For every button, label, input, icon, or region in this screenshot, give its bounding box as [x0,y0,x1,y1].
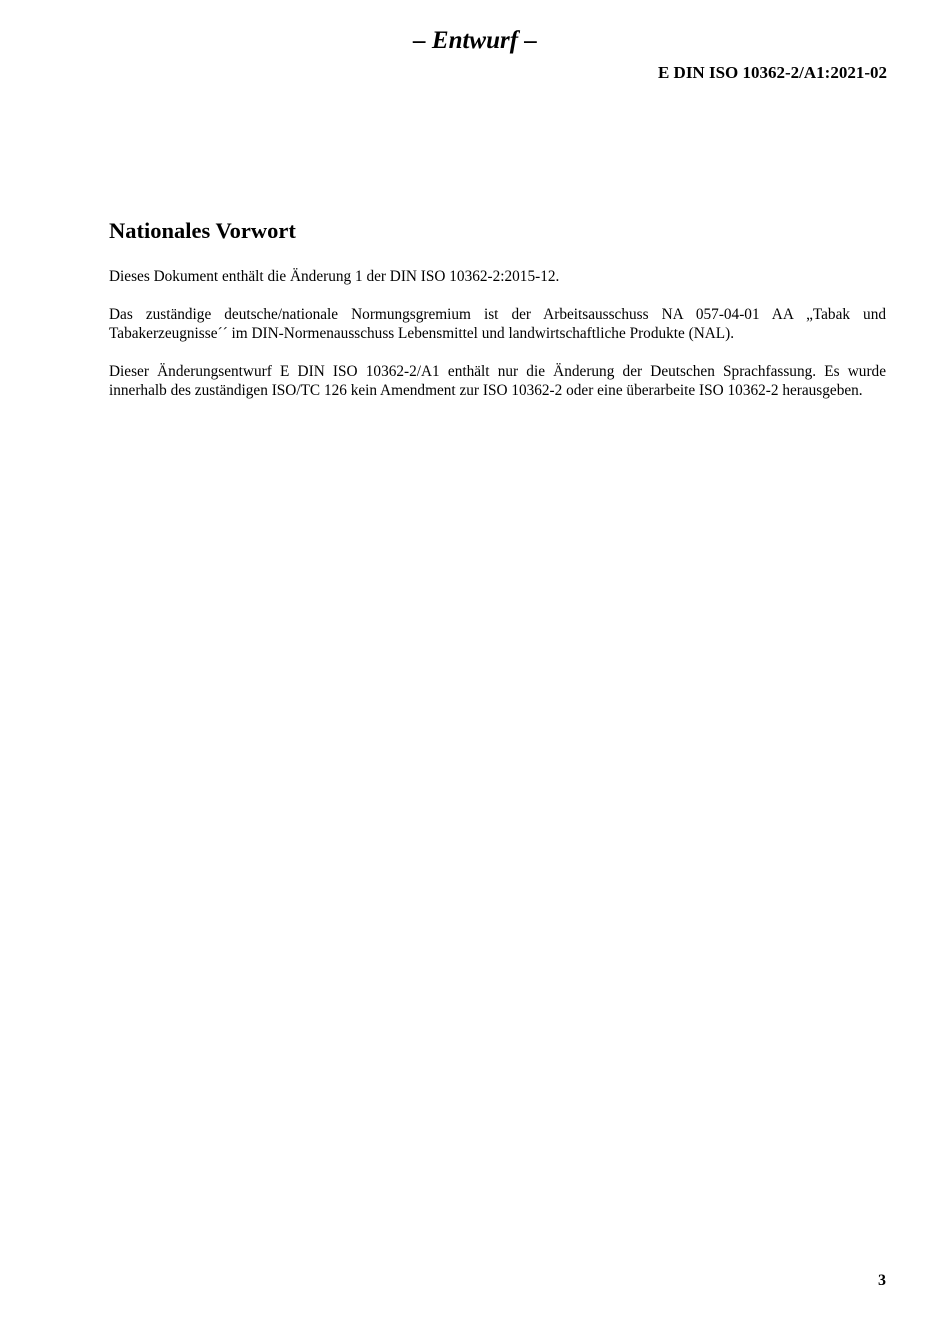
national-foreword-section [109,217,886,419]
paragraph: Dieses Dokument enthält die Änderung 1 der DIN ISO 10362-2:2015-12. [109,268,560,285]
page-number: 3 [878,1272,886,1289]
section-heading: Nationales Vorwort [109,218,296,243]
paragraph: Das zuständige deutsche/nationale Normungsgremium ist der Arbeitsausschuss NA 057-04-01 AA „Tabak und Tabakerzeugnisse´´ im DIN-Normenausschuss Lebensmittel und landwirtschaftliche Produkte (NAL). [109,305,886,342]
draft-mark: – Entwurf – [413,27,537,54]
document-id: E DIN ISO 10362-2/A1:2021-02 [657,63,887,82]
paragraph: Dieser Änderungsentwurf E DIN ISO 10362-2/A1 enthält nur die Änderung der Deutschen Sprachfassung. Es wurde innerhalb des zuständigen ISO/TC 126 kein Amendment zur ISO 10362-2 oder eine überarbeite ISO 10362-2 herausgeben. [109,362,886,399]
